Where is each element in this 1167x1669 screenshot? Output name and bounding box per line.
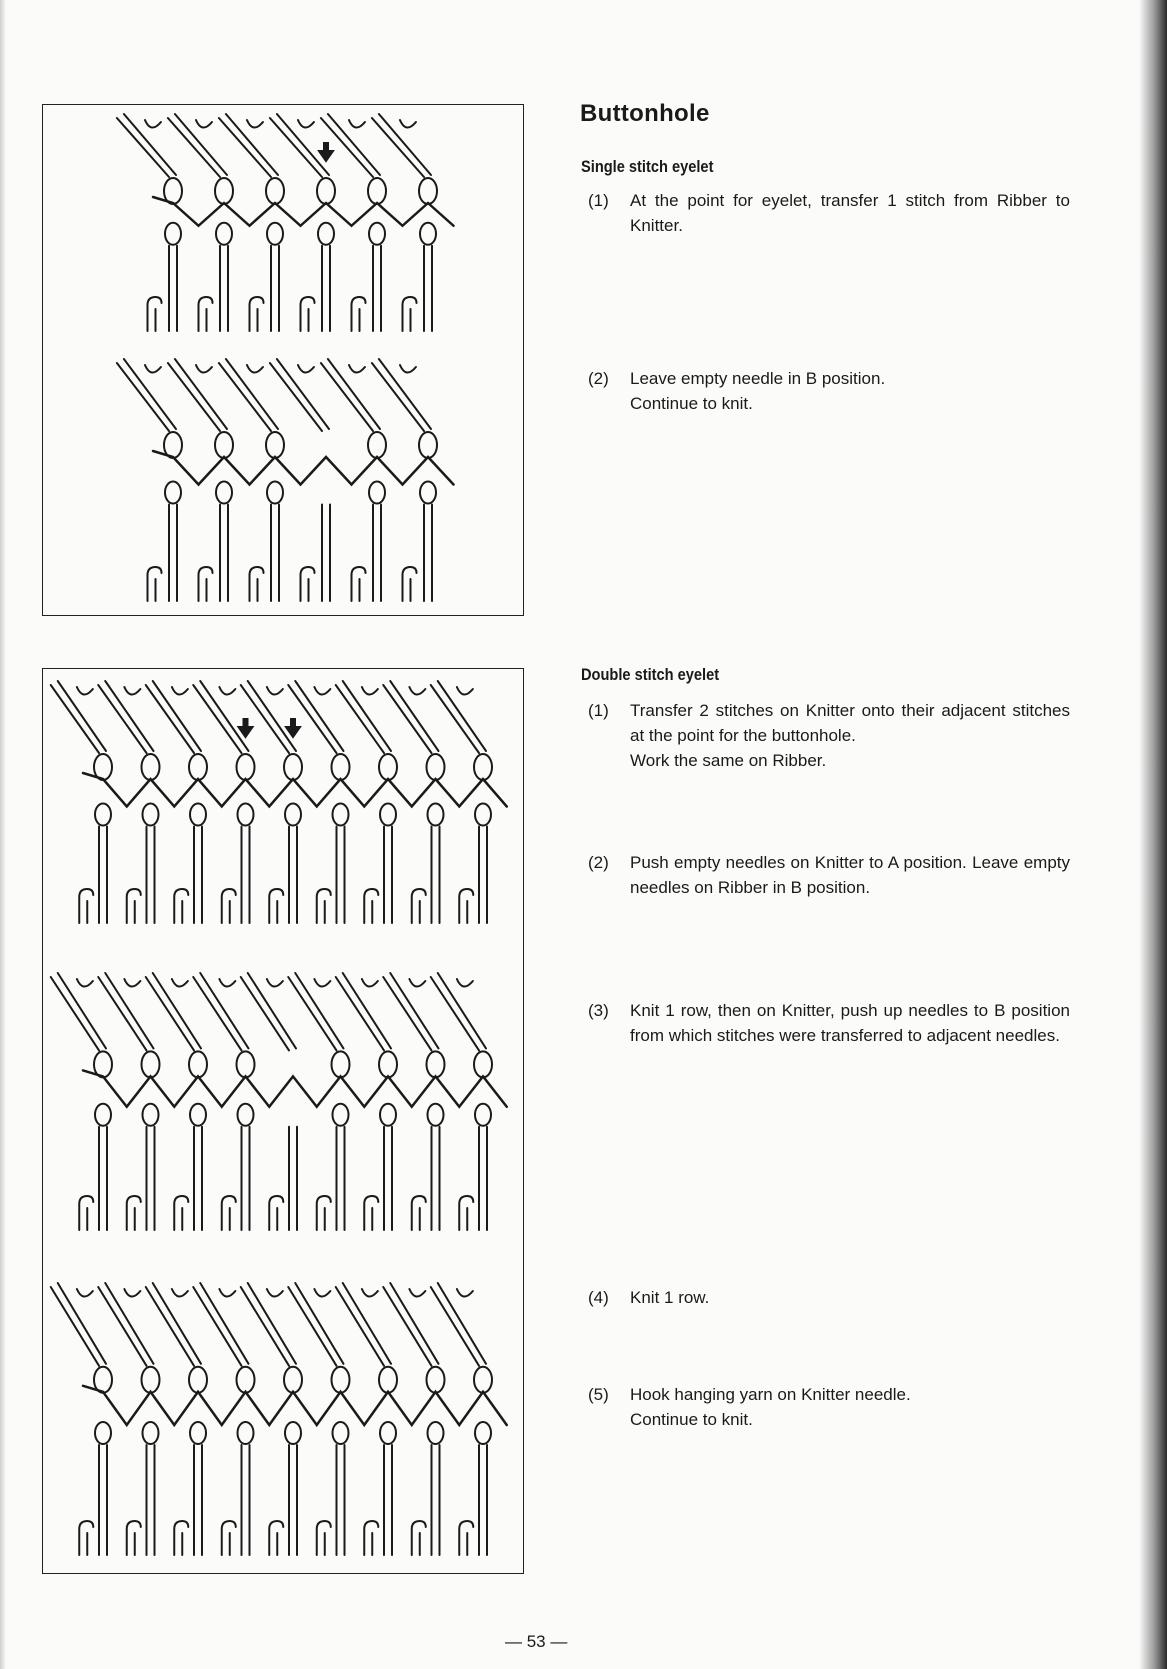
ribber-needle bbox=[372, 118, 424, 177]
ribber-needle bbox=[146, 1287, 194, 1366]
stitch-loop bbox=[368, 178, 386, 204]
needle-hook bbox=[219, 1289, 235, 1297]
stitch-loop bbox=[95, 804, 111, 826]
ribber-needle bbox=[383, 685, 431, 753]
stitch-loop bbox=[190, 1104, 206, 1126]
ribber-needle bbox=[295, 973, 343, 1048]
stitch-loop bbox=[427, 1367, 445, 1393]
ribber-needle bbox=[438, 681, 486, 751]
stitch-loop bbox=[420, 223, 436, 245]
ribber-needle bbox=[117, 118, 169, 177]
stitch-loop bbox=[284, 754, 302, 780]
step-number: (1) bbox=[588, 701, 609, 720]
needle-hook bbox=[196, 365, 212, 373]
step-text-continued: Continue to knit. bbox=[630, 394, 753, 413]
stitch-loop bbox=[143, 804, 159, 826]
stitch-loop bbox=[380, 804, 396, 826]
step-text: Hook hanging yarn on Knitter needle. bbox=[630, 1385, 911, 1404]
needle-hook bbox=[409, 1289, 425, 1297]
step-text-block bbox=[630, 698, 1070, 773]
ribber-needle bbox=[288, 1287, 336, 1366]
page-binding-shadow bbox=[1139, 0, 1167, 1669]
ribber-needle bbox=[270, 363, 322, 431]
stitch-loop bbox=[143, 1104, 159, 1126]
yarn-course bbox=[153, 197, 454, 226]
page-title: Buttonhole bbox=[580, 100, 710, 127]
ribber-needle bbox=[321, 363, 373, 431]
stitch-loop bbox=[189, 754, 207, 780]
stitch-loop bbox=[285, 1422, 301, 1444]
ribber-needle bbox=[277, 359, 329, 429]
stitch-loop bbox=[237, 754, 255, 780]
stitch-loop bbox=[190, 1422, 206, 1444]
stitch-loop bbox=[380, 1422, 396, 1444]
ribber-needle bbox=[146, 977, 194, 1050]
ribber-needle bbox=[168, 118, 220, 177]
stitch-loop bbox=[427, 754, 445, 780]
step-text-continued: Continue to knit. bbox=[630, 1410, 753, 1429]
ribber-needle bbox=[168, 363, 220, 431]
ribber-needle bbox=[117, 363, 169, 431]
ribber-needle bbox=[175, 359, 227, 429]
ribber-needle bbox=[431, 1287, 479, 1366]
ribber-needle bbox=[105, 973, 153, 1048]
stitch-loop bbox=[332, 754, 350, 780]
stitch-loop bbox=[379, 1367, 397, 1393]
ribber-needle bbox=[379, 114, 431, 175]
stitch-loop bbox=[284, 1367, 302, 1393]
stitch-loop bbox=[165, 223, 181, 245]
stitch-loop bbox=[369, 482, 385, 504]
needle-hook bbox=[172, 1289, 188, 1297]
knit-panel bbox=[117, 114, 454, 331]
ribber-needle bbox=[431, 685, 479, 753]
needle-hook bbox=[247, 120, 263, 128]
yarn-course bbox=[153, 451, 454, 485]
ribber-needle bbox=[336, 977, 384, 1050]
stitch-loop bbox=[237, 1367, 255, 1393]
needle-hook bbox=[124, 1289, 140, 1297]
ribber-needle bbox=[248, 973, 296, 1048]
ribber-needle bbox=[328, 359, 380, 429]
transfer-arrow bbox=[319, 143, 333, 161]
stitch-loop bbox=[238, 1104, 254, 1126]
needle-hook bbox=[362, 687, 378, 695]
needle-hook bbox=[409, 979, 425, 987]
needle-hook bbox=[314, 1289, 330, 1297]
stitch-loop bbox=[419, 178, 437, 204]
stitch-loop bbox=[266, 178, 284, 204]
double-eyelet-illustration bbox=[42, 668, 524, 1574]
step-text-block bbox=[630, 1382, 1070, 1432]
stitch-loop bbox=[428, 1422, 444, 1444]
step-number: (1) bbox=[588, 191, 609, 210]
ribber-needle bbox=[343, 973, 391, 1048]
needle-hook bbox=[457, 979, 473, 987]
stitch-loop bbox=[369, 223, 385, 245]
step-text: At the point for eyelet, transfer 1 stitch from Ribber to Knitter. bbox=[630, 191, 1070, 235]
ribber-needle bbox=[193, 977, 241, 1050]
stitch-loop bbox=[474, 1367, 492, 1393]
ribber-needle bbox=[328, 114, 380, 175]
stitch-loop bbox=[379, 1051, 397, 1077]
needle-hook bbox=[400, 120, 416, 128]
step-text: Knit 1 row, then on Knitter, push up needles to B position from which stitches were transferred to adjacent needles. bbox=[630, 1001, 1070, 1045]
stitch-loop bbox=[332, 1367, 350, 1393]
stitch-loop bbox=[267, 482, 283, 504]
stitch-loop bbox=[333, 1104, 349, 1126]
ribber-needle bbox=[390, 973, 438, 1048]
step-number: (4) bbox=[588, 1288, 609, 1307]
double-eyelet-diagram bbox=[43, 669, 523, 1573]
ribber-needle bbox=[124, 359, 176, 429]
ribber-needle bbox=[277, 114, 329, 175]
ribber-needle bbox=[343, 681, 391, 751]
stitch-loop bbox=[475, 1104, 491, 1126]
stitch-loop bbox=[267, 223, 283, 245]
stitch-loop bbox=[427, 1051, 445, 1077]
ribber-needle bbox=[226, 359, 278, 429]
ribber-needle bbox=[98, 1287, 146, 1366]
stitch-loop bbox=[216, 482, 232, 504]
stitch-loop bbox=[142, 1051, 160, 1077]
stitch-loop bbox=[95, 1422, 111, 1444]
ribber-needle bbox=[372, 363, 424, 431]
stitch-loop bbox=[189, 1051, 207, 1077]
needle-hook bbox=[124, 687, 140, 695]
ribber-needle bbox=[58, 973, 106, 1048]
stitch-loop bbox=[318, 223, 334, 245]
stitch-loop bbox=[142, 754, 160, 780]
stitch-loop bbox=[215, 432, 233, 458]
stitch-loop bbox=[428, 804, 444, 826]
ribber-needle bbox=[193, 1287, 241, 1366]
stitch-loop bbox=[189, 1367, 207, 1393]
ribber-needle bbox=[51, 685, 99, 753]
ribber-needle bbox=[438, 973, 486, 1048]
ribber-needle bbox=[336, 685, 384, 753]
stitch-loop bbox=[379, 754, 397, 780]
ribber-needle bbox=[200, 681, 248, 751]
step-text: Knit 1 row. bbox=[630, 1288, 710, 1307]
stitch-loop bbox=[420, 482, 436, 504]
needle-hook bbox=[400, 365, 416, 373]
needle-hook bbox=[349, 365, 365, 373]
ribber-needle bbox=[241, 977, 289, 1050]
step-text: Push empty needles on Knitter to A position. Leave empty needles on Ribber in B position. bbox=[630, 853, 1070, 897]
needle-hook bbox=[77, 1289, 93, 1297]
page-left-edge bbox=[0, 0, 6, 1669]
stitch-loop bbox=[475, 804, 491, 826]
ribber-needle bbox=[193, 685, 241, 753]
knit-panel bbox=[51, 1283, 507, 1555]
step-number: (3) bbox=[588, 1001, 609, 1020]
ribber-needle bbox=[98, 977, 146, 1050]
needle-hook bbox=[409, 687, 425, 695]
needle-hook bbox=[314, 687, 330, 695]
transfer-arrow bbox=[286, 719, 300, 737]
stitch-loop bbox=[380, 1104, 396, 1126]
stitch-loop bbox=[285, 804, 301, 826]
needle-hook bbox=[298, 120, 314, 128]
needle-hook bbox=[219, 687, 235, 695]
page-number: — 53 — bbox=[505, 1632, 568, 1651]
ribber-needle bbox=[226, 114, 278, 175]
knit-panel bbox=[51, 681, 507, 923]
needle-hook bbox=[196, 120, 212, 128]
stitch-loop bbox=[474, 1051, 492, 1077]
needle-hook bbox=[145, 365, 161, 373]
needle-hook bbox=[124, 979, 140, 987]
needle-hook bbox=[457, 687, 473, 695]
needle-hook bbox=[77, 687, 93, 695]
single-eyelet-illustration bbox=[42, 104, 524, 616]
ribber-needle bbox=[241, 1287, 289, 1366]
stitch-loop bbox=[165, 482, 181, 504]
ribber-needle bbox=[146, 685, 194, 753]
stitch-loop bbox=[266, 432, 284, 458]
stitch-loop bbox=[238, 804, 254, 826]
ribber-needle bbox=[105, 681, 153, 751]
needle-hook bbox=[77, 979, 93, 987]
single-eyelet-heading: Single stitch eyelet bbox=[581, 157, 714, 176]
ribber-needle bbox=[51, 977, 99, 1050]
needle-hook bbox=[172, 687, 188, 695]
ribber-needle bbox=[383, 977, 431, 1050]
ribber-needle bbox=[390, 681, 438, 751]
step-text: Transfer 2 stitches on Knitter onto their adjacent stitches at the point for the buttonhole. bbox=[630, 701, 1070, 745]
ribber-needle bbox=[336, 1287, 384, 1366]
ribber-needle bbox=[200, 973, 248, 1048]
ribber-needle bbox=[153, 681, 201, 751]
stitch-loop bbox=[95, 1104, 111, 1126]
stitch-loop bbox=[190, 804, 206, 826]
ribber-needle bbox=[219, 118, 271, 177]
step-text: Leave empty needle in B position. bbox=[630, 369, 886, 388]
ribber-needle bbox=[270, 118, 322, 177]
single-eyelet-diagram bbox=[43, 105, 523, 615]
stitch-loop bbox=[237, 1051, 255, 1077]
stitch-loop bbox=[419, 432, 437, 458]
needle-hook bbox=[267, 1289, 283, 1297]
ribber-needle bbox=[124, 114, 176, 175]
ribber-needle bbox=[153, 973, 201, 1048]
ribber-needle bbox=[248, 681, 296, 751]
double-eyelet-heading: Double stitch eyelet bbox=[581, 665, 720, 684]
stitch-loop bbox=[143, 1422, 159, 1444]
needle-hook bbox=[457, 1289, 473, 1297]
ribber-needle bbox=[295, 681, 343, 751]
needle-hook bbox=[247, 365, 263, 373]
stitch-loop bbox=[142, 1367, 160, 1393]
stitch-loop bbox=[216, 223, 232, 245]
needle-hook bbox=[145, 120, 161, 128]
needle-hook bbox=[349, 120, 365, 128]
needle-hook bbox=[219, 979, 235, 987]
stitch-loop bbox=[474, 754, 492, 780]
ribber-needle bbox=[431, 977, 479, 1050]
step-number: (2) bbox=[588, 369, 609, 388]
stitch-loop bbox=[475, 1422, 491, 1444]
ribber-needle bbox=[98, 685, 146, 753]
step-number: (5) bbox=[588, 1385, 609, 1404]
stitch-loop bbox=[238, 1422, 254, 1444]
needle-hook bbox=[267, 979, 283, 987]
step-number: (2) bbox=[588, 853, 609, 872]
stitch-loop bbox=[333, 804, 349, 826]
needle-hook bbox=[314, 979, 330, 987]
stitch-loop bbox=[428, 1104, 444, 1126]
ribber-needle bbox=[58, 681, 106, 751]
needle-hook bbox=[298, 365, 314, 373]
stitch-loop bbox=[332, 1051, 350, 1077]
ribber-needle bbox=[219, 363, 271, 431]
ribber-needle bbox=[288, 977, 336, 1050]
needle-hook bbox=[267, 687, 283, 695]
needle-hook bbox=[362, 1289, 378, 1297]
stitch-loop bbox=[317, 178, 335, 204]
knit-panel bbox=[117, 359, 454, 601]
ribber-needle bbox=[175, 114, 227, 175]
step-text-block bbox=[630, 366, 1070, 416]
ribber-needle bbox=[379, 359, 431, 429]
stitch-loop bbox=[368, 432, 386, 458]
step-text-continued: Work the same on Ribber. bbox=[630, 751, 827, 770]
needle-hook bbox=[172, 979, 188, 987]
transfer-arrow bbox=[239, 719, 253, 737]
stitch-loop bbox=[215, 178, 233, 204]
ribber-needle bbox=[383, 1287, 431, 1366]
needle-hook bbox=[362, 979, 378, 987]
knit-panel bbox=[51, 973, 507, 1230]
stitch-loop bbox=[333, 1422, 349, 1444]
ribber-needle bbox=[51, 1287, 99, 1366]
